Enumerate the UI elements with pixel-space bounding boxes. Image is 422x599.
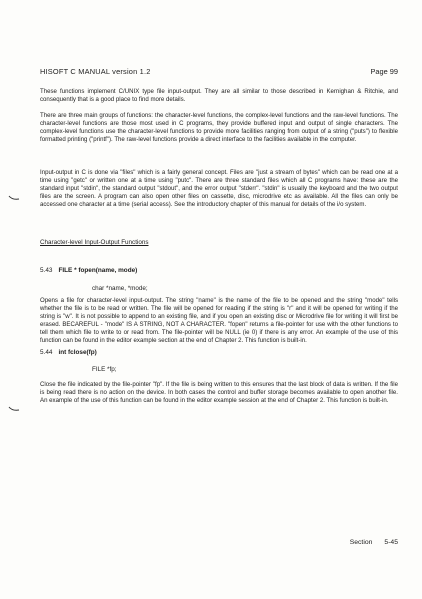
page-number: Page 99 xyxy=(370,67,398,76)
section-heading: Character-level Input-Output Functions xyxy=(40,239,149,246)
page-header-title: HISOFT C MANUAL version 1.2 xyxy=(40,67,151,76)
function-title: int fclose(fp) xyxy=(58,349,97,356)
function-title: FILE * fopen(name, mode) xyxy=(58,267,138,274)
function-heading-fopen xyxy=(40,267,137,274)
footer-section-number: 5-45 xyxy=(384,539,398,546)
margin-tick-mark xyxy=(8,406,20,412)
function-signature-fopen: char *name, *mode; xyxy=(92,285,148,292)
function-description-fclose: Close the file indicated by the file-pointer "fp". If the file is being written to this ensures that the last block of data is written. If the file is being read there is no action on the device. In both cases the control and buffer storage becomes available to open another file. An example of the use of this function can be found in the editor example session at the end of Chapter 2. This function is built-in. xyxy=(40,381,398,405)
function-number: 5.44 xyxy=(40,349,53,356)
io-paragraph: Input-output in C is done via "files" which is a fairly general concept. Files are "just a stream of bytes" which can be read one at a time using "getc" or written one at a time using "putc". There are three standard files which all C programs have: these are the standard input "stdin", the standard output "stdout", and the error output "stderr". "stdin" is usually the keyboard and the two output files are the screen. A program can also open other files on cassette, disc, microdrive etc as available. All the files can only be accessed one character at a time (serial access). See the introductory chapter of this manual for details of the i/o system. xyxy=(40,169,398,209)
margin-tick-mark xyxy=(8,195,20,201)
function-signature-fclose: FILE *fp; xyxy=(92,366,117,373)
function-groups-paragraph: There are three main groups of functions: the character-level functions, the complex-level functions and the raw-level functions. The character-level functions are those most used in C programs, they provide buffered input and output of single characters. The complex-level functions use the character-level functions to provide more facilities ranging from output of a string ("puts") to flexible formatted printing ("printf"). The raw-level functions provide a direct interface to the facilities available in the computer. xyxy=(40,112,398,144)
page-footer xyxy=(350,539,398,546)
footer-section-label: Section xyxy=(349,539,373,546)
intro-paragraph: These functions implement C/UNIX type file input-output. They are all similar to those described in Kernighan & Ritchie, and consequently that is a good place to find more details. xyxy=(40,88,398,104)
function-number: 5.43 xyxy=(40,267,53,274)
function-heading-fclose xyxy=(40,349,97,356)
function-description-fopen: Opens a file for character-level input-output. The string "name" is the name of the file to be opened and the string "mode" tells whether the file is to be read or written. The file will be opened for reading if the string is "r" and it will be opened for writing if the string is "w". It is not possible to append to an existing file, and if you open an existing disc or Microdrive file for writing it will first be erased. BECAREFUL - "mode" IS A STRING, NOT A CHARACTER. "fopen" returns a file-pointer for use with the other functions to tell them which file to write to or read from. The file-pointer will be NULL (ie 0) if there is any error. An example of the use of this function can be found in the editor example section at the end of Chapter 2. This function is built-in. xyxy=(40,297,398,345)
